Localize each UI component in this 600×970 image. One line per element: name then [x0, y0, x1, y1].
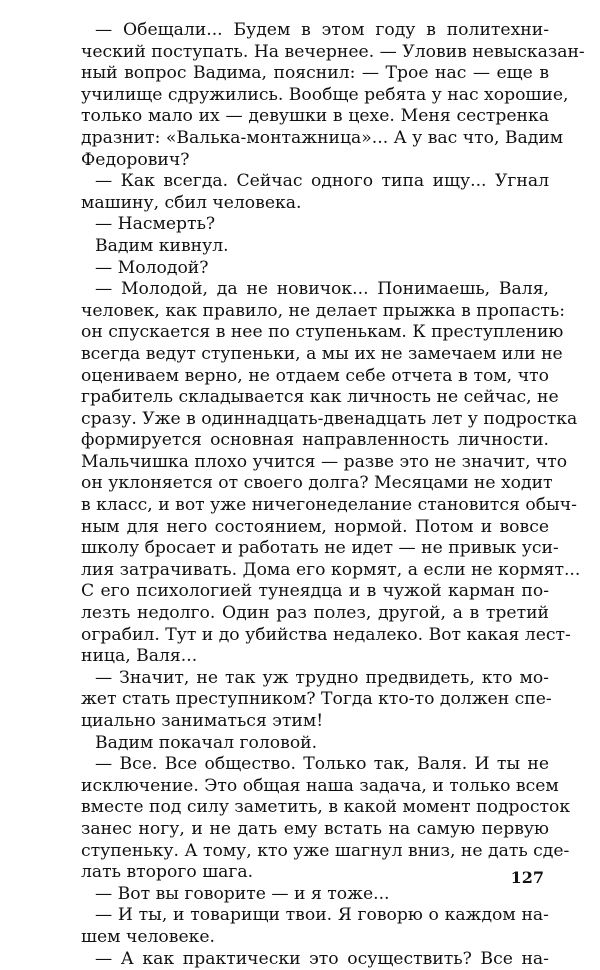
paragraph: [81, 279, 581, 668]
text-line: сразу. Уже в одиннадцать-двенадцать лет у подростка: [81, 408, 578, 429]
paragraph: [81, 754, 571, 884]
text-line: Мальчишка плохо учится — разве это не значит, что: [81, 451, 568, 472]
text-line: ступеньку. А тому, кто уже шагнул вниз, не дать сде-: [81, 840, 570, 861]
paragraph: [81, 733, 549, 755]
text-line: — Как всегда. Сейчас одного типа ищу... Угнал: [95, 171, 549, 192]
text-line: — А как практически это осуществить? Все на-: [95, 948, 549, 969]
paragraph: [81, 905, 549, 948]
text-line: ным для него состоянием, нормой. Потом и вовсе: [81, 516, 549, 537]
text-line: Вадим покачал головой.: [95, 732, 318, 753]
text-line: училище сдружились. Вообще ребята у нас хорошие,: [81, 84, 569, 105]
text-line: грабитель складывается как личность не сейчас, не: [81, 387, 559, 408]
paragraph: [81, 884, 549, 906]
body-text: [81, 20, 585, 970]
text-line: ческий поступать. На вечернее. — Уловив невысказан-: [81, 41, 585, 62]
text-line: он спускается в нее по ступенькам. К преступлению: [81, 322, 564, 343]
text-line: школу бросает и работать не идет — не привык уси-: [81, 538, 559, 559]
text-line: оцениваем верно, не отдаем себе отчета в том, что: [81, 365, 549, 386]
paragraph: [81, 667, 552, 733]
text-line: ный вопрос Вадима, пояснил: — Трое нас — еще в: [81, 63, 549, 84]
paragraph: [81, 236, 549, 258]
text-line: — И ты, и товарищи твои. Я говорю о каждом на-: [95, 905, 549, 926]
text-line: С его психологией тунеядца и в чужой карман по-: [81, 581, 549, 602]
text-line: ница, Валя...: [81, 646, 198, 667]
paragraph: [81, 20, 585, 171]
text-line: жет стать преступником? Тогда кто-то должен спе-: [81, 689, 552, 710]
text-line: — Все. Все общество. Только так, Валя. И ты не: [95, 754, 549, 775]
text-line: всегда ведут ступеньки, а мы их не замечаем или не: [81, 343, 563, 364]
text-line: Федорович?: [81, 149, 190, 170]
paragraph: [81, 949, 549, 970]
text-line: вместе под силу заметить, в какой момент подросток: [81, 797, 571, 818]
text-line: лезть недолго. Один раз полез, другой, а в третий: [81, 603, 549, 624]
text-line: дразнит: «Валька-монтажница»... А у вас что, Вадим: [81, 127, 564, 148]
text-line: ограбил. Тут и до убийства недалеко. Вот какая лест-: [81, 624, 571, 645]
text-line: лать второго шага.: [81, 862, 254, 883]
text-line: Вадим кивнул.: [95, 235, 229, 256]
text-line: исключение. Это общая наша задача, и только всем: [81, 775, 559, 796]
text-line: человек, как правило, не делает прыжка в пропасть:: [81, 300, 566, 321]
paragraph: [81, 214, 549, 236]
text-line: — Молодой, да не новичок... Понимаешь, Валя,: [95, 279, 549, 300]
text-line: — Молодой?: [95, 257, 209, 278]
text-line: — Обещали... Будем в этом году в политехни-: [95, 20, 549, 40]
text-line: циально заниматься этим!: [81, 711, 324, 731]
text-line: только мало их — девушки в цехе. Меня сестренка: [81, 106, 549, 127]
text-line: занес ногу, и не дать ему встать на самую первую: [81, 818, 549, 839]
page-number: 127: [510, 868, 544, 887]
text-line: лия затрачивать. Дома его кормят, а если не кормят...: [81, 559, 581, 580]
text-line: — Вот вы говорите — и я тоже...: [95, 883, 390, 904]
text-line: он уклоняется от своего долга? Месяцами не ходит: [81, 473, 553, 494]
text-line: — Насмерть?: [95, 214, 216, 235]
text-line: машину, сбил человека.: [81, 192, 302, 213]
text-line: формируется основная направленность личности.: [81, 430, 549, 451]
paragraph: [81, 171, 549, 214]
text-line: — Значит, не так уж трудно предвидеть, кто мо-: [95, 667, 549, 688]
text-line: в класс, и вот уже ничегонеделание становится обыч-: [81, 495, 577, 516]
text-line: шем человеке.: [81, 926, 216, 947]
paragraph: [81, 258, 549, 280]
